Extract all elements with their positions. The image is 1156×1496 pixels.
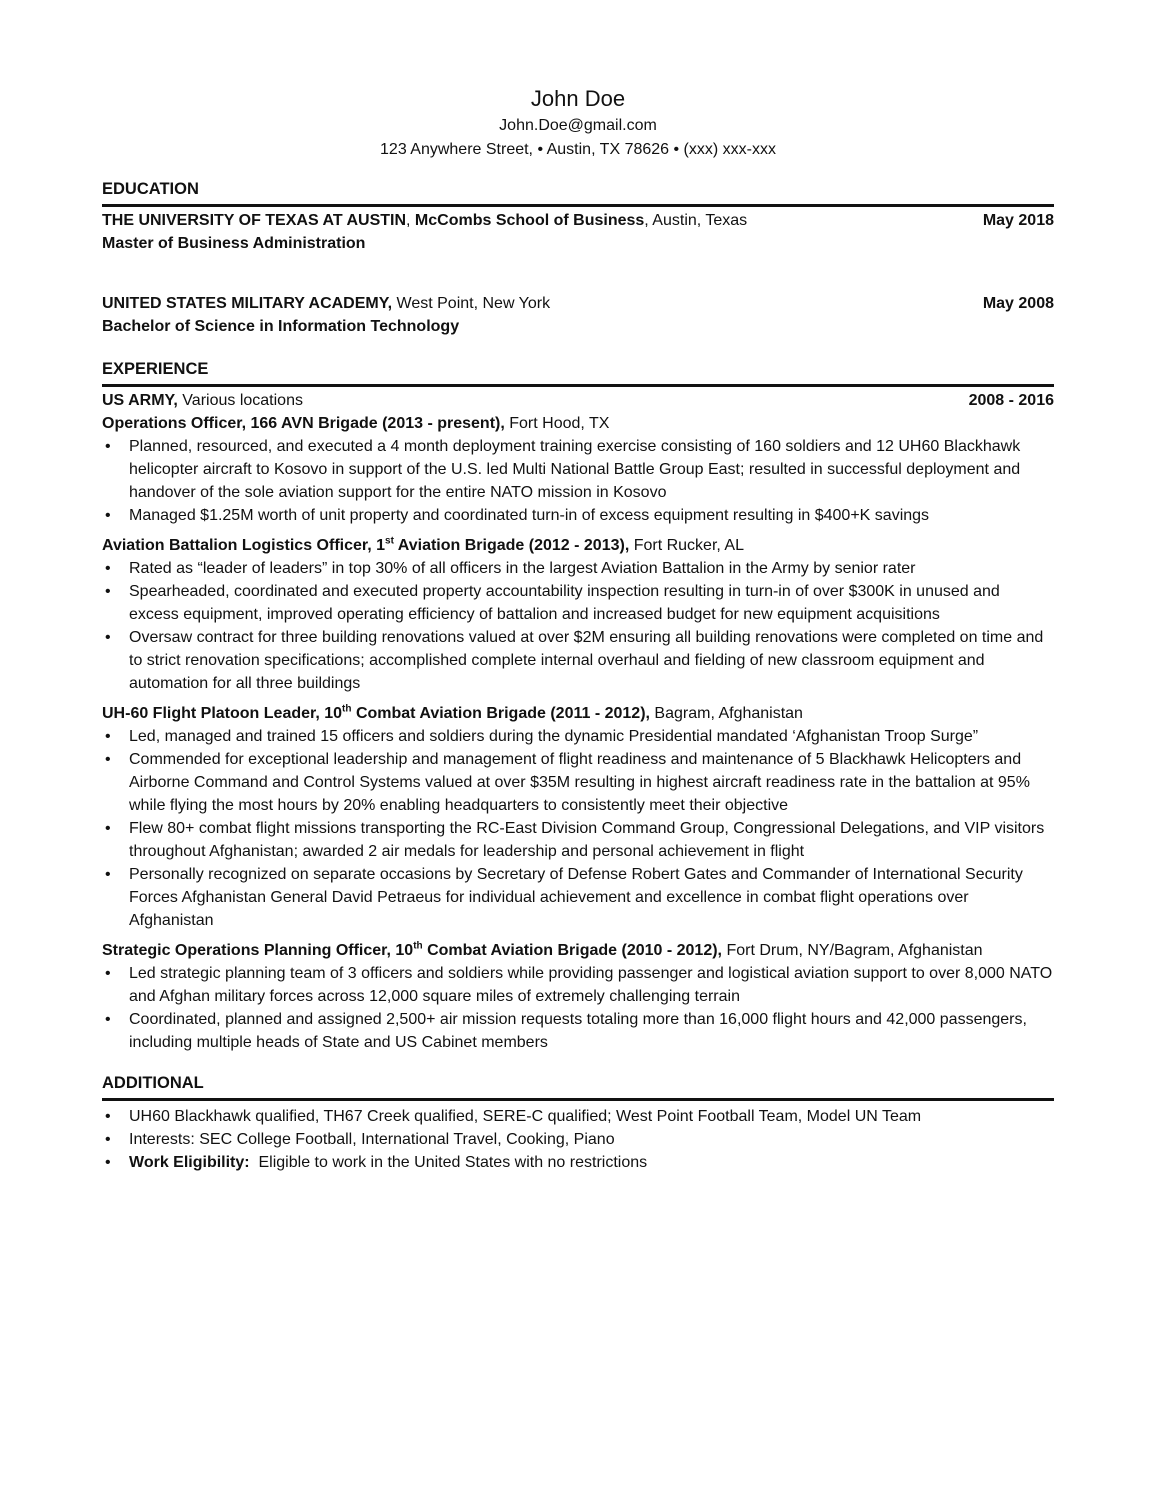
- employer-location: Various locations: [177, 392, 303, 409]
- school-name: UNITED STATES MILITARY ACADEMY,: [102, 295, 393, 312]
- school-subunit: McCombs School of Business: [414, 212, 645, 229]
- list-item: • Interests: SEC College Football, International Travel, Cooking, Piano: [102, 1128, 1054, 1151]
- role-title: UH-60 Flight Platoon Leader, 10th Combat Aviation Brigade (2011 - 2012), Bagram, Afghanistan: [102, 703, 803, 722]
- list-item: • Led, managed and trained 15 officers and soldiers during the dynamic Presidential mandated ‘Afghanistan Troop Surge”: [102, 725, 1054, 748]
- role-bullets: [102, 962, 1054, 1054]
- section-title-additional: ADDITIONAL: [102, 1072, 1054, 1101]
- role-location: Bagram, Afghanistan: [649, 705, 803, 722]
- list-item: • Oversaw contract for three building renovations valued at over $2M ensuring all building renovations were completed on time and to strict renovation specifications; accomplished complete internal overhaul and fielding of new classroom equipment and automation for all three buildings: [102, 626, 1054, 695]
- resume-header: [102, 84, 1054, 162]
- role-location: Fort Drum, NY/Bagram, Afghanistan: [722, 942, 983, 959]
- additional-bullets: [102, 1105, 1054, 1174]
- degree: Bachelor of Science in Information Technology: [102, 318, 460, 335]
- role-bullets: [102, 435, 1054, 527]
- degree: Master of Business Administration: [102, 235, 366, 252]
- section-title-experience: EXPERIENCE: [102, 358, 1054, 387]
- school-separator: ,: [406, 212, 415, 229]
- email: John.Doe@gmail.com: [499, 117, 657, 134]
- eligibility-text: Eligible to work in the United States with no restrictions: [249, 1154, 648, 1171]
- list-item: [102, 1151, 1054, 1174]
- role-entry: [102, 534, 1054, 695]
- role-title: Aviation Battalion Logistics Officer, 1st Aviation Brigade (2012 - 2013), Fort Rucker, AL: [102, 535, 744, 554]
- resume-page: [102, 84, 1054, 1174]
- candidate-name: John Doe: [530, 86, 626, 111]
- role-bullets: [102, 557, 1054, 695]
- education-date: May 2018: [982, 212, 1054, 229]
- role-title: Strategic Operations Planning Officer, 10th Combat Aviation Brigade (2010 - 2012), Fort Drum, NY/Bagram, Afghanistan: [102, 940, 983, 959]
- role-bullets: [102, 725, 1054, 932]
- list-item: • Spearheaded, coordinated and executed property accountability inspection resulting in turn-in of over $300K in unused and excess equipment, improved operating efficiency of battalion and increased budget for new equipment acquisitions: [102, 580, 1054, 626]
- employment-date: 2008 - 2016: [968, 392, 1054, 409]
- additional-section: [102, 1072, 1054, 1174]
- list-item: • Personally recognized on separate occasions by Secretary of Defense Robert Gates and Commander of International Security Forces Afghanistan General David Petraeus for individual achievement and excellence in combat flight operations over Afghanistan: [102, 863, 1054, 932]
- list-item: • UH60 Blackhawk qualified, TH67 Creek qualified, SERE-C qualified; West Point Football Team, Model UN Team: [102, 1105, 1054, 1128]
- school-location: West Point, New York: [392, 295, 551, 312]
- role-entry: [102, 702, 1054, 932]
- list-item: • Flew 80+ combat flight missions transporting the RC-East Division Command Group, Congressional Delegations, and VIP visitors throughout Afghanistan; awarded 2 air medals for leadership and personal achievement in flight: [102, 817, 1054, 863]
- list-item: • Commended for exceptional leadership and management of flight readiness and maintenance of 5 Blackhawk Helicopters and Airborne Command and Control Systems valued at over $35M resulting in highest aircraft readiness rate in the battalion at 95% while flying the most hours by 20% enabling headquarters to consistently meet their objective: [102, 748, 1054, 817]
- role-entry: [102, 412, 1054, 527]
- role-entry: [102, 939, 1054, 1054]
- school-location: , Austin, Texas: [644, 212, 748, 229]
- education-entry: [102, 209, 1054, 255]
- eligibility-label: Work Eligibility:: [129, 1154, 250, 1171]
- role-location: Fort Hood, TX: [504, 415, 610, 432]
- employer-row: [102, 389, 1054, 412]
- role-title: Operations Officer, 166 AVN Brigade (2013 - present), Fort Hood, TX: [102, 415, 610, 432]
- list-item: • Rated as “leader of leaders” in top 30% of all officers in the largest Aviation Battalion in the Army by senior rater: [102, 557, 1054, 580]
- school-name: THE UNIVERSITY OF TEXAS AT AUSTIN: [102, 212, 407, 229]
- section-title-education: EDUCATION: [102, 178, 1054, 207]
- employer-name: US ARMY,: [102, 392, 178, 409]
- education-section: [102, 178, 1054, 338]
- education-entry: [102, 292, 1054, 338]
- education-date: May 2008: [982, 295, 1054, 312]
- list-item: • Led strategic planning team of 3 officers and soldiers while providing passenger and logistical aviation support to over 8,000 NATO and Afghan military forces across 12,000 square miles of extremely challenging terrain: [102, 962, 1054, 1008]
- list-item: • Managed $1.25M worth of unit property and coordinated turn-in of excess equipment resulting in $400+K savings: [102, 504, 1054, 527]
- list-item: • Planned, resourced, and executed a 4 month deployment training exercise consisting of 160 soldiers and 12 UH60 Blackhawk helicopter aircraft to Kosovo in support of the U.S. led Multi National Battle Group East; resulted in successful deployment and handover of the sole aviation support for the entire NATO mission in Kosovo: [102, 435, 1054, 504]
- list-item: • Coordinated, planned and assigned 2,500+ air mission requests totaling more than 16,000 flight hours and 42,000 passengers, including multiple heads of State and US Cabinet members: [102, 1008, 1054, 1054]
- experience-section: [102, 358, 1054, 1054]
- address-line: 123 Anywhere Street, • Austin, TX 78626 • (xxx) xxx-xxx: [380, 141, 776, 158]
- role-location: Fort Rucker, AL: [629, 537, 744, 554]
